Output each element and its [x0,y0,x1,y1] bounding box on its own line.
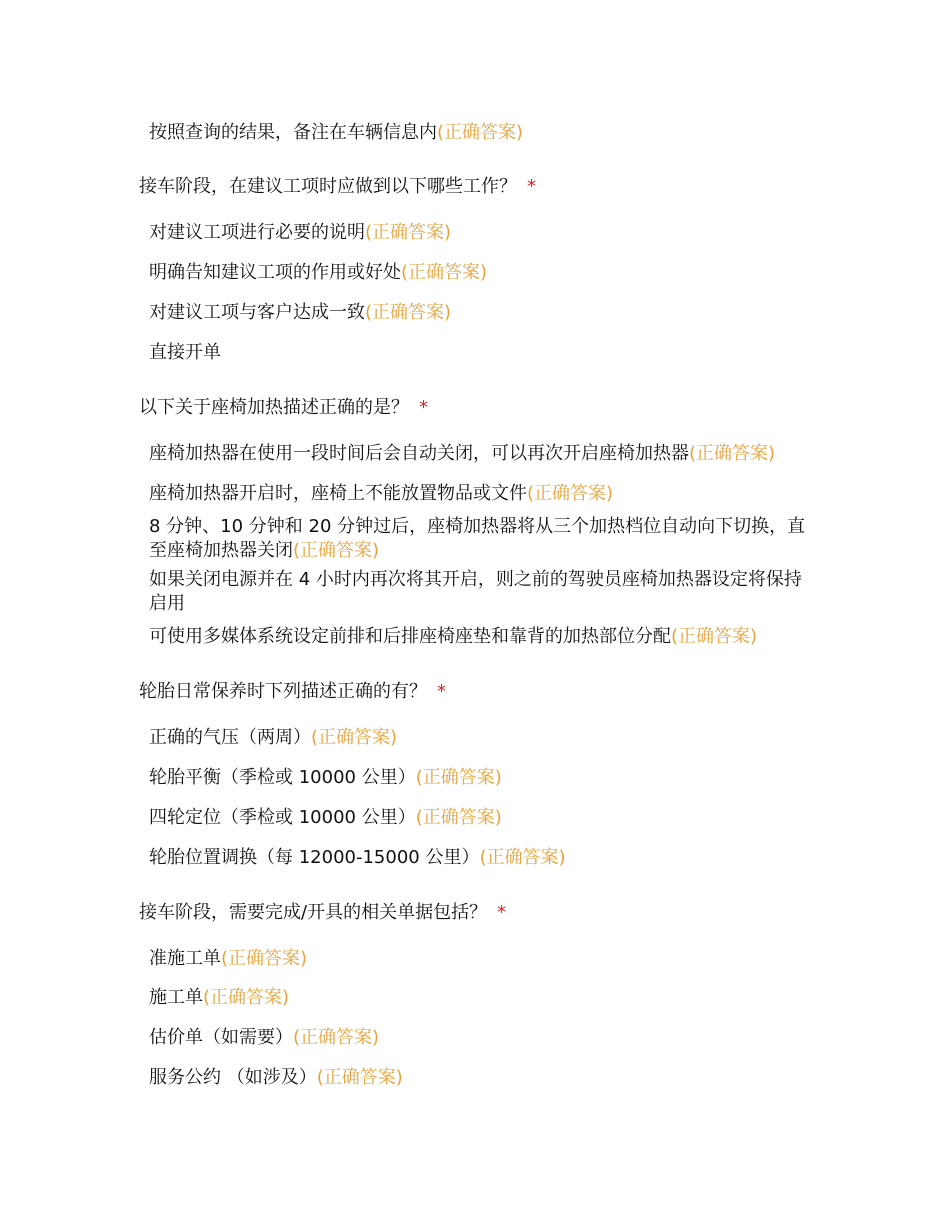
correct-answer-tag: (正确答案) [311,727,398,748]
correct-answer-tag: (正确答案) [316,1067,403,1088]
option-item[interactable] [149,442,775,466]
correct-answer-tag: (正确答案) [365,222,452,243]
correct-answer-tag: (正确答案) [365,302,452,323]
required-mark: * [497,902,507,923]
correct-answer-tag: (正确答案) [671,626,758,647]
option-item[interactable] [149,1026,379,1050]
option-label: 明确告知建议工项的作用或好处 [149,262,401,283]
option-label: 如果关闭电源并在 4 小时内再次将其开启，则之前的驾驶员座椅加热器设定将保持启用 [149,569,802,614]
option-label: 服务公约 （如涉及） [149,1067,317,1088]
option-label: 可使用多媒体系统设定前排和后排座椅座垫和靠背的加热部位分配 [149,626,671,647]
option-label: 四轮定位（季检或 10000 公里） [149,807,416,828]
option-item[interactable] [149,1066,403,1090]
option-label: 座椅加热器开启时，座椅上不能放置物品或文件 [149,483,527,504]
correct-answer-tag: (正确答案) [479,847,566,868]
option-label: 轮胎位置调换（每 12000-15000 公里） [149,847,480,868]
option-label: 对建议工项与客户达成一致 [149,302,365,323]
correct-answer-tag: (正确答案) [203,987,290,1008]
option-item[interactable] [149,121,523,145]
option-item[interactable] [149,515,809,563]
option-label: 施工单 [149,987,203,1008]
option-item[interactable] [149,947,307,971]
correct-answer-tag: (正确答案) [415,807,502,828]
required-mark: * [527,176,536,197]
option-label: 准施工单 [149,948,221,969]
option-item[interactable] [149,301,451,325]
option-label: 轮胎平衡（季检或 10000 公里） [149,767,416,788]
correct-answer-tag: (正确答案) [401,262,488,283]
correct-answer-tag: (正确答案) [415,767,502,788]
option-item[interactable] [149,625,757,649]
option-item[interactable] [149,341,221,365]
question-title: 接车阶段，需要完成/开具的相关单据包括？ * [139,902,507,923]
option-item[interactable] [149,261,487,285]
correct-answer-tag: (正确答案) [293,540,380,561]
option-item[interactable] [149,482,613,506]
option-item[interactable] [149,806,502,830]
question-title: 轮胎日常保养时下列描述正确的有？ * [139,681,446,702]
option-label: 8 分钟、10 分钟和 20 分钟过后，座椅加热器将从三个加热档位自动向下切换，直至座椅加热器关闭 [149,516,806,561]
option-label: 座椅加热器在使用一段时间后会自动关闭，可以再次开启座椅加热器 [149,443,689,464]
required-mark: * [419,397,428,418]
required-mark: * [437,681,446,702]
option-label: 估价单（如需要） [149,1027,293,1048]
option-item[interactable] [149,726,397,750]
correct-answer-tag: (正确答案) [527,483,614,504]
option-label: 正确的气压（两周） [149,727,311,748]
correct-answer-tag: (正确答案) [689,443,776,464]
option-item[interactable] [149,221,451,245]
question-title: 以下关于座椅加热描述正确的是？ * [139,397,428,418]
option-item[interactable] [149,986,289,1010]
option-item[interactable] [149,766,502,790]
option-item[interactable] [149,568,809,616]
option-label: 直接开单 [149,342,221,363]
correct-answer-tag: (正确答案) [221,948,308,969]
correct-answer-tag: (正确答案) [293,1027,380,1048]
correct-answer-tag: (正确答案) [437,122,524,143]
question-title: 接车阶段，在建议工项时应做到以下哪些工作？ * [139,176,536,197]
option-label: 对建议工项进行必要的说明 [149,222,365,243]
option-item[interactable] [149,846,566,870]
option-label: 按照查询的结果，备注在车辆信息内 [149,122,437,143]
